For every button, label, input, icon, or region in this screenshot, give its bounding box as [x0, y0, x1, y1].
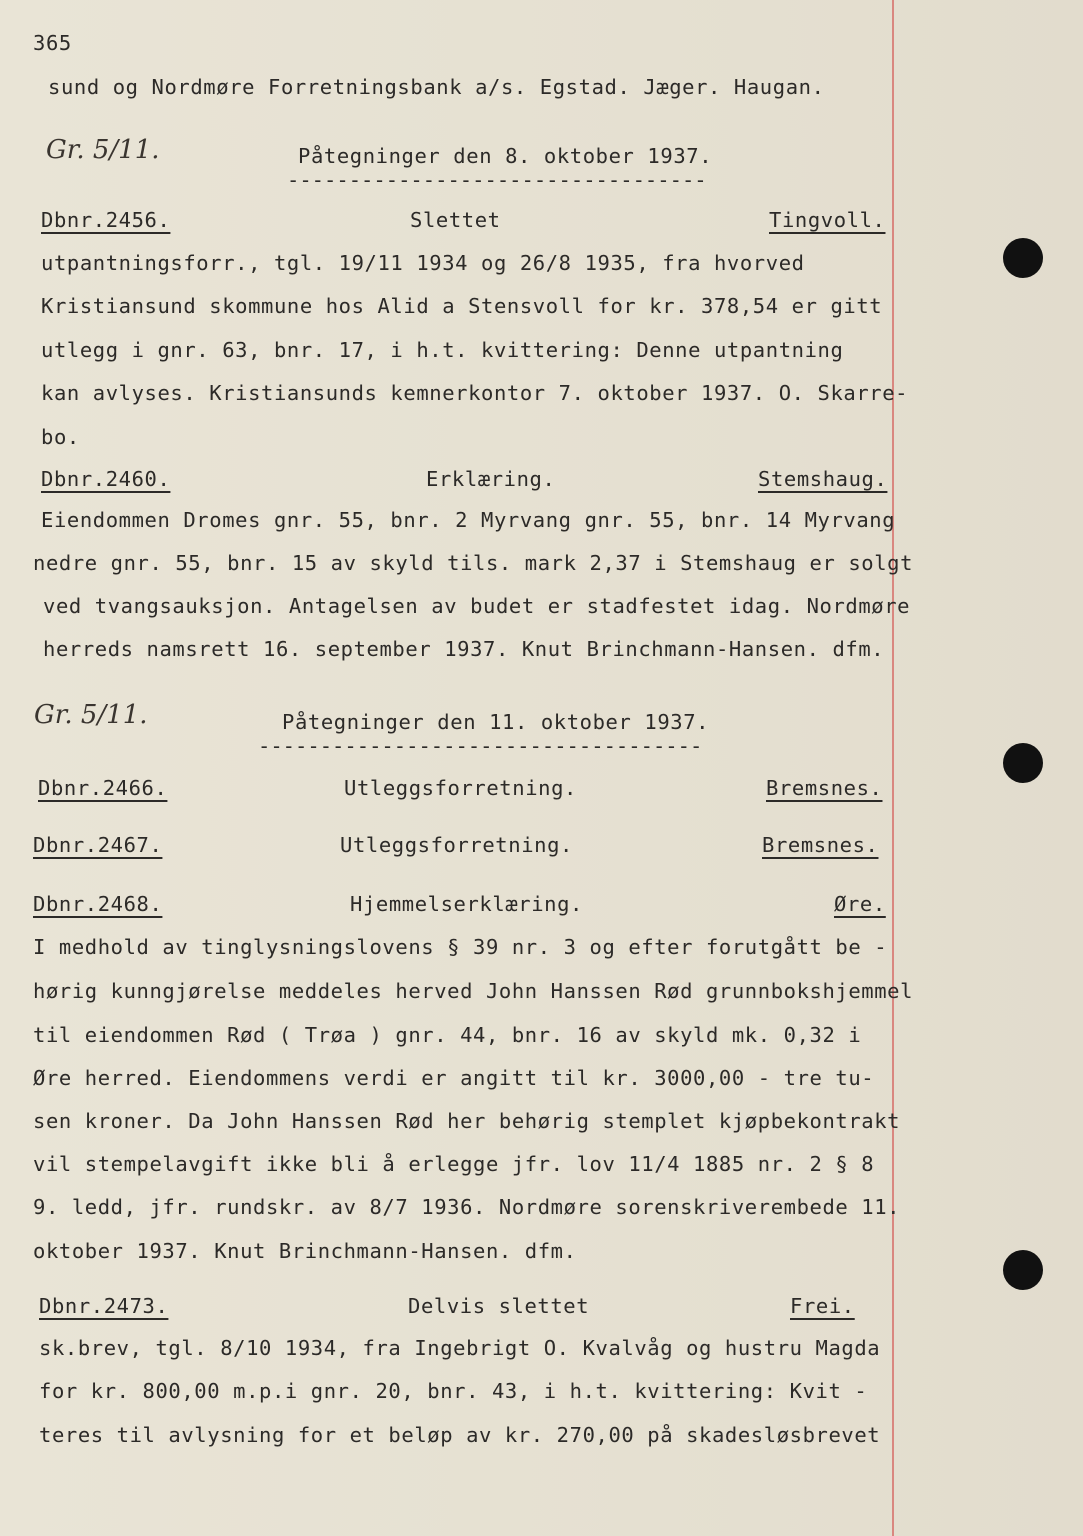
handwritten-note: Gr. 5/11.: [46, 135, 160, 165]
text-line: herreds namsrett 16. september 1937. Knut Brinchmann-Hansen. dfm.: [43, 637, 885, 661]
text-line: Øre herred. Eiendommens verdi er angitt til kr. 3000,00 - tre tu-: [33, 1066, 875, 1090]
entry-number: Dbnr.2473.: [39, 1294, 169, 1318]
text-line: Eiendommen Dromes gnr. 55, bnr. 2 Myrvang gnr. 55, bnr. 14 Myrvang: [41, 508, 896, 532]
entry-number: Dbnr.2466.: [38, 776, 168, 800]
page-number: 365: [33, 31, 72, 55]
text-line: for kr. 800,00 m.p.i gnr. 20, bnr. 43, i h.t. kvittering: Kvit -: [39, 1379, 868, 1403]
margin-rule: [892, 0, 894, 1536]
entry-place: Frei.: [790, 1294, 855, 1318]
text-line: utpantningsforr., tgl. 19/11 1934 og 26/8 1935, fra hvorved: [41, 251, 805, 275]
entry-type: Slettet: [410, 208, 501, 232]
entry-number: Dbnr.2468.: [33, 892, 163, 916]
text-line: Kristiansund skommune hos Alid a Stensvoll for kr. 378,54 er gitt: [41, 294, 883, 318]
entry-place: Øre.: [834, 892, 886, 916]
text-line: kan avlyses. Kristiansunds kemnerkontor 7. oktober 1937. O. Skarre-: [41, 381, 909, 405]
entry-place: Bremsnes.: [762, 833, 879, 857]
punch-hole: [1003, 743, 1043, 783]
entry-place: Bremsnes.: [766, 776, 883, 800]
text-line: nedre gnr. 55, bnr. 15 av skyld tils. mark 2,37 i Stemshaug er solgt: [33, 551, 914, 575]
entry-number: Dbnr.2460.: [41, 467, 171, 491]
text-line: sen kroner. Da John Hanssen Rød her behørig stemplet kjøpbekontrakt: [33, 1109, 901, 1133]
entry-type: Utleggsforretning.: [344, 776, 577, 800]
heading-rule: ------------------------------------: [258, 734, 703, 758]
entry-type: Utleggsforretning.: [340, 833, 573, 857]
entry-type: Delvis slettet: [408, 1294, 590, 1318]
entry-place: Tingvoll.: [769, 208, 886, 232]
entry-number: Dbnr.2467.: [33, 833, 163, 857]
section-heading: Påtegninger den 8. oktober 1937.: [298, 144, 713, 168]
handwritten-note: Gr. 5/11.: [34, 700, 148, 730]
text-line: til eiendommen Rød ( Trøa ) gnr. 44, bnr. 16 av skyld mk. 0,32 i: [33, 1023, 862, 1047]
heading-rule: ----------------------------------: [287, 168, 707, 192]
text-line: ved tvangsauksjon. Antagelsen av budet er stadfestet idag. Nordmøre: [43, 594, 911, 618]
text-line: utlegg i gnr. 63, bnr. 17, i h.t. kvittering: Denne utpantning: [41, 338, 844, 362]
text-line: teres til avlysning for et beløp av kr. 270,00 på skadesløsbrevet: [39, 1423, 881, 1447]
text-line: 9. ledd, jfr. rundskr. av 8/7 1936. Nordmøre sorenskriverembede 11.: [33, 1195, 901, 1219]
entry-type: Hjemmelserklæring.: [350, 892, 583, 916]
text-line: hørig kunngjørelse meddeles herved John Hanssen Rød grunnbokshjemmel: [33, 979, 914, 1003]
section-heading: Påtegninger den 11. oktober 1937.: [282, 710, 710, 734]
punch-hole: [1003, 238, 1043, 278]
entry-place: Stemshaug.: [758, 467, 888, 491]
text-line: sund og Nordmøre Forretningsbank a/s. Egstad. Jæger. Haugan.: [48, 75, 825, 99]
text-line: sk.brev, tgl. 8/10 1934, fra Ingebrigt O. Kvalvåg og hustru Magda: [39, 1336, 881, 1360]
entry-type: Erklæring.: [426, 467, 556, 491]
text-line: vil stempelavgift ikke bli å erlegge jfr. lov 11/4 1885 nr. 2 § 8: [33, 1152, 875, 1176]
punch-hole: [1003, 1250, 1043, 1290]
text-line: bo.: [41, 425, 80, 449]
entry-number: Dbnr.2456.: [41, 208, 171, 232]
text-line: oktober 1937. Knut Brinchmann-Hansen. dfm.: [33, 1239, 577, 1263]
text-line: I medhold av tinglysningslovens § 39 nr. 3 og efter forutgått be -: [33, 935, 888, 959]
